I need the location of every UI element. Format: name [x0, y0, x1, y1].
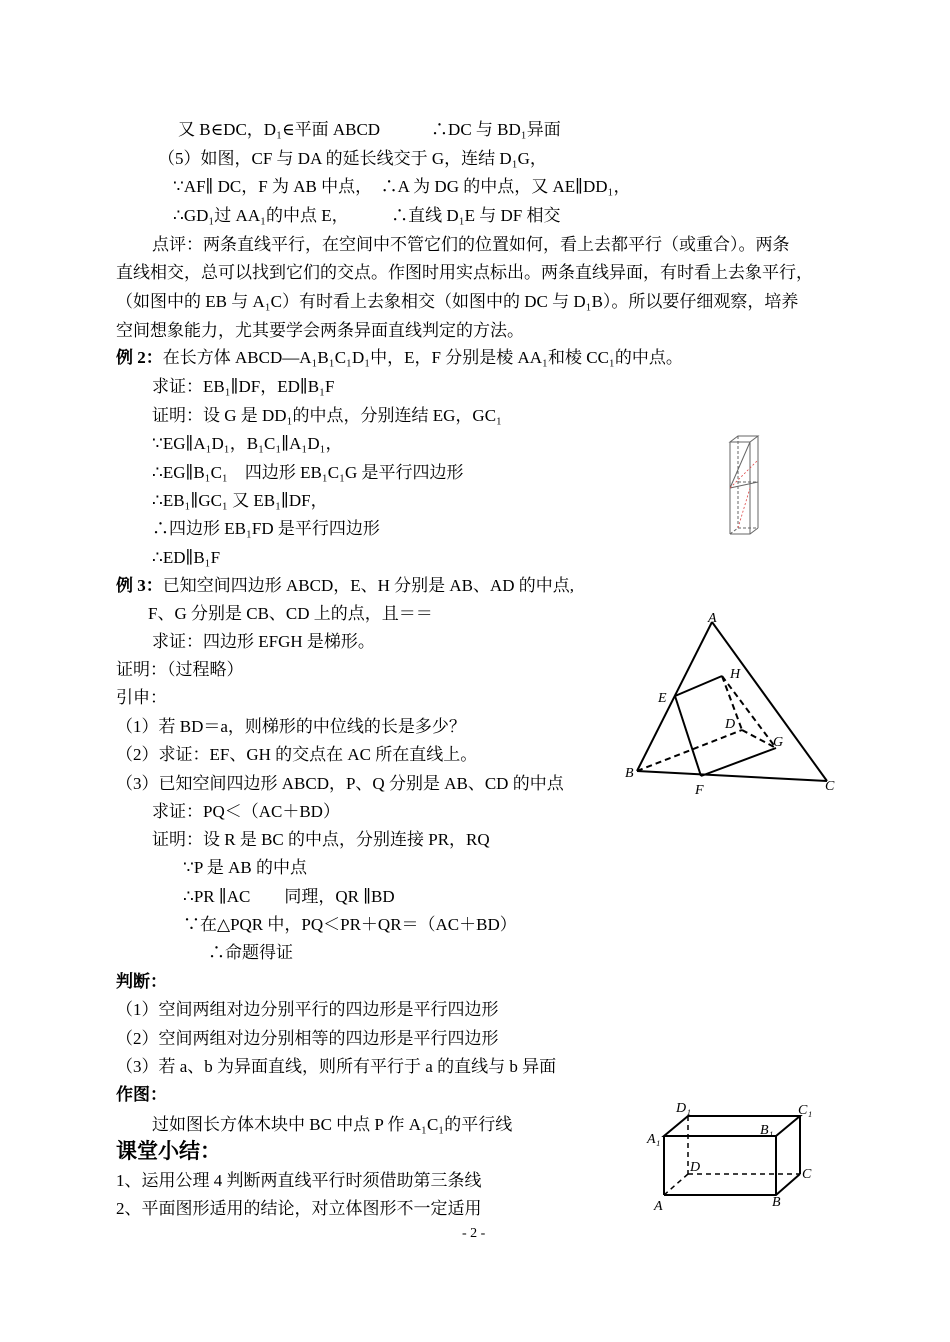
- text-line-7: （如图中的 EB 与 A₁C）有时看上去象相交（如图中的 DC 与 D₁B）。所以要仔细观察，培养: [116, 292, 799, 311]
- text-line-11: 证明：设 G 是 DD₁的中点，分别连结 EG，GC₁: [152, 406, 502, 425]
- text-line-26: 证明：设 R 是 BC 的中点，分别连接 PR，RQ: [152, 830, 490, 849]
- page-number: - 2 -: [462, 1226, 486, 1241]
- text-line-15: ∴四边形 EB₁FD 是平行四边形: [152, 519, 380, 538]
- segment-hg: [722, 676, 776, 748]
- text-line-30: ∴命题得证: [208, 943, 293, 962]
- text-line-24: （3）已知空间四边形 ABCD，P、Q 分别是 AB、CD 的中点: [116, 774, 564, 793]
- label-b: B: [772, 1195, 781, 1210]
- heading-judge: 判断：: [116, 972, 167, 991]
- example3-line: [116, 575, 574, 597]
- label-g: G: [773, 735, 784, 750]
- label-b: B: [625, 766, 634, 781]
- label-e: E: [658, 691, 667, 706]
- text-line-12: ∵EG∥A₁D₁，B₁C₁∥A₁D₁，: [152, 434, 343, 453]
- text-line-2: （5）如图，CF 与 DA 的延长线交于 G，连结 D₁G，: [158, 149, 547, 168]
- label-h: H: [730, 667, 741, 682]
- example3-text: 已知空间四边形 ABCD，E、H 分别是 AB、AD 的中点,: [162, 576, 575, 595]
- edge-bd-hidden: [637, 730, 742, 771]
- heading-draw: 作图：: [116, 1085, 167, 1104]
- label-c1: C₁: [798, 1103, 813, 1118]
- tetrahedron-figure: [622, 610, 842, 800]
- edge-bc: [637, 771, 827, 781]
- text-line-1: 又 B∈DC，D₁∈平面 ABCD ∴DC 与 BD₁异面: [178, 120, 561, 139]
- label-d: D: [690, 1160, 701, 1175]
- text-line-5: 点评：两条直线平行，在空间中不管它们的位置如何，看上去都平行（或重合）。两条: [152, 235, 790, 254]
- text-line-19: 求证：四边形 EFGH 是梯形。: [152, 632, 375, 651]
- text-line-34: （3）若 a、b 为异面直线，则所有平行于 a 的直线与 b 异面: [116, 1057, 557, 1076]
- text-line-18: F、G 分别是 CB、CD 上的点，且＝＝: [148, 604, 433, 623]
- label-d1: D₁: [676, 1101, 691, 1116]
- segment-eh: [675, 676, 722, 696]
- text-line-32: （1）空间两组对边分别平行的四边形是平行四边形: [116, 1000, 499, 1019]
- cuboid-small-figure: [720, 430, 775, 542]
- text-line-3: ∵AF∥ DC，F 为 AB 中点， ∴A 为 DG 的中点，又 AE∥DD₁，: [173, 177, 631, 196]
- top-face: [664, 1116, 800, 1136]
- heading-summary: 课堂小结：: [116, 1139, 221, 1163]
- example3-label: 例 3：: [116, 576, 163, 595]
- text-line-8: 空间想象能力，尤其要学会两条异面直线判定的方法。: [116, 321, 524, 340]
- label-d: D: [725, 717, 736, 732]
- text-line-25: 求证：PQ＜（AC＋BD）: [152, 802, 340, 821]
- cuboid-figure: [642, 1098, 822, 1216]
- text-line-27: ∵P 是 AB 的中点: [183, 858, 308, 877]
- text-line-33: （2）空间两组对边分别相等的四边形是平行四边形: [116, 1029, 499, 1048]
- example2-label: 例 2：: [116, 348, 163, 367]
- label-b1: B₁: [760, 1123, 774, 1138]
- edge-dc-hidden: [742, 730, 776, 748]
- label-f: F: [695, 783, 704, 798]
- text-line-13: ∴EG∥B₁C₁ 四边形 EB₁C₁G 是平行四边形: [152, 463, 464, 482]
- text-line-29: ∵在△PQR 中，PQ＜PR＋QR＝（AC＋BD）: [183, 915, 517, 934]
- text-line-22: （1）若 BD＝a，则梯形的中位线的长是多少？: [116, 717, 466, 736]
- example2-text: 在长方体 ABCD—A₁B₁C₁D₁中，E，F 分别是棱 AA₁和棱 CC₁的中点。: [162, 348, 683, 367]
- text-line-39: 2、平面图形适用的结论，对立体图形不一定适用: [116, 1199, 482, 1218]
- text-line-10: 求证：EB₁∥DF，ED∥B₁F: [152, 377, 335, 396]
- label-c: C: [802, 1167, 812, 1182]
- label-c: C: [825, 779, 835, 794]
- example2-line: [116, 347, 683, 369]
- text-line-16: ∴ED∥B₁F: [152, 548, 221, 567]
- text-line-23: （2）求证：EF、GH 的交点在 AC 所在直线上。: [116, 745, 478, 764]
- edge-ac: [712, 622, 827, 781]
- text-line-14: ∴EB₁∥GC₁ 又 EB₁∥DF，: [152, 491, 328, 510]
- segment-ef: [675, 696, 701, 776]
- segment-fg: [701, 748, 776, 776]
- text-line-21: 引申：: [116, 688, 167, 707]
- text-line-4: ∴GD₁过 AA₁的中点 E， ∴直线 D₁E 与 DF 相交: [173, 206, 561, 225]
- label-a1: A₁: [647, 1132, 661, 1147]
- label-a: A: [708, 611, 717, 626]
- text-line-20: 证明：（过程略）: [116, 660, 244, 679]
- text-line-6: 直线相交，总可以找到它们的交点。作图时用实点标出。两条直线异面，有时看上去象平行，: [116, 263, 813, 282]
- text-line-38: 1、运用公理 4 判断两直线平行时须借助第三条线: [116, 1171, 482, 1190]
- text-line-36: 过如图长方体木块中 BC 中点 P 作 A₁C₁的平行线: [152, 1115, 513, 1134]
- label-a: A: [654, 1199, 663, 1214]
- text-line-28: ∴PR ∥AC 同理，QR ∥BD: [183, 887, 395, 906]
